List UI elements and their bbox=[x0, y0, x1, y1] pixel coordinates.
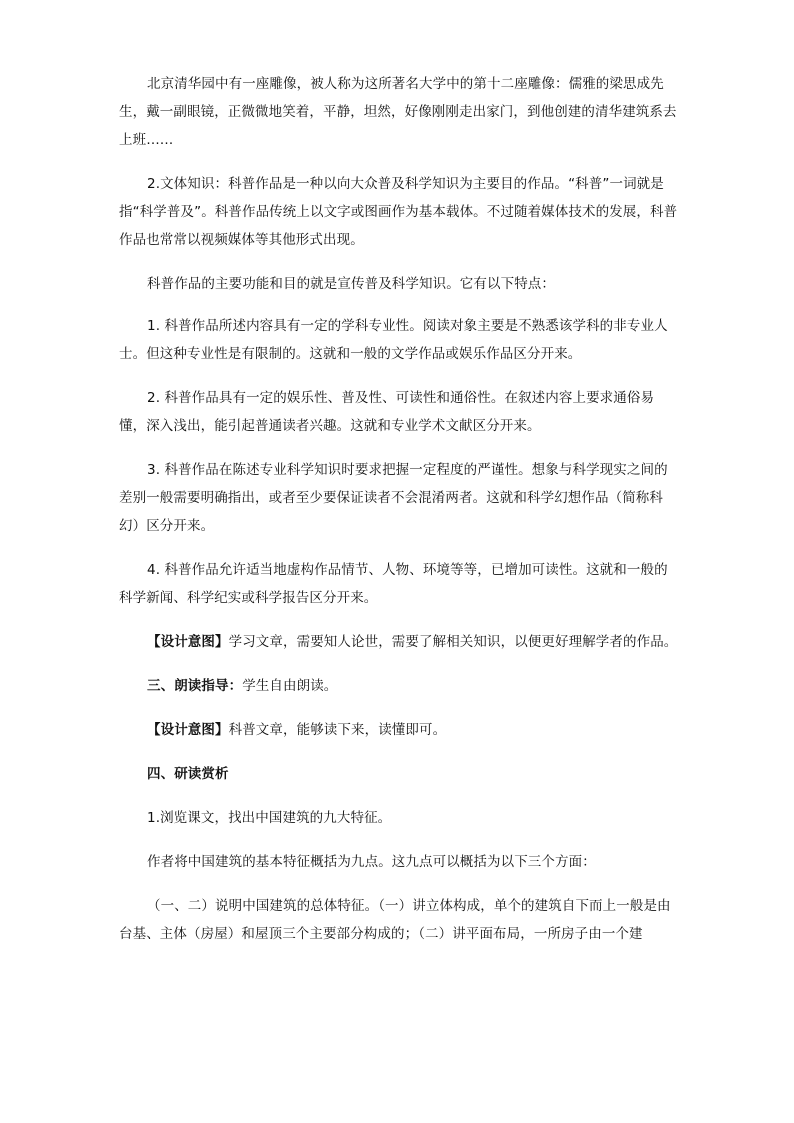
study-task-paragraph: 1.浏览课文，找出中国建筑的九大特征。 bbox=[147, 810, 392, 826]
overall-features-paragraph: （一、二）说明中国建筑的总体特征。（一）讲立体构成，单个的建筑自下而上一般是由台基、主体（房屋）和屋顶三个主要部分构成的；（二）讲平面布局，一所房子由一个建 bbox=[119, 898, 671, 942]
reading-guide-label: 三、朗读指导： bbox=[147, 678, 243, 694]
feature-2-paragraph: 2. 科普作品具有一定的娱乐性、普及性、可读性和通俗性。在叙述内容上要求通俗易懂，深入浅出，能引起普通读者兴趣。这就和专业学术文献区分开来。 bbox=[119, 390, 655, 434]
design-intent-label-2: 【设计意图】 bbox=[147, 722, 229, 738]
design-intent-paragraph-2 bbox=[119, 716, 679, 744]
reading-guide-paragraph bbox=[119, 672, 679, 700]
design-intent-text-1: 学习文章，需要知人论世，需要了解相关知识，以便更好理解学者的作品。 bbox=[228, 634, 678, 650]
feature-4-paragraph: 4. 科普作品允许适当地虚构作品情节、人物、环境等等，已增加可读性。这就和一般的科学新闻、科学纪实或科学报告区分开来。 bbox=[119, 562, 668, 606]
feature-1-paragraph: 1. 科普作品所述内容具有一定的学科专业性。阅读对象主要是不熟悉该学科的非专业人士。但这种专业性是有限制的。这就和一般的文学作品或娱乐作品区分开来。 bbox=[119, 318, 668, 362]
section-four-title: 四、研读赏析 bbox=[147, 766, 229, 782]
features-intro-paragraph: 科普作品的主要功能和目的就是宣传普及科学知识。它有以下特点： bbox=[147, 276, 555, 292]
summary-paragraph: 作者将中国建筑的基本特征概括为九点。这九点可以概括为以下三个方面： bbox=[147, 854, 596, 870]
reading-guide-text: 学生自由朗读。 bbox=[242, 678, 338, 694]
feature-3-paragraph: 3. 科普作品在陈述专业科学知识时要求把握一定程度的严谨性。想象与科学现实之间的差别一般需要明确指出，或者至少要保证读者不会混淆两者。这就和科学幻想作品（简称科幻）区分开来。 bbox=[119, 462, 668, 534]
genre-knowledge-paragraph: 2.文体知识：科普作品是一种以向大众普及科学知识为主要目的作品。“科普”一词就是指“科学普及”。科普作品传统上以文字或图画作为基本载体。不过随着媒体技术的发展，科普作品也常常以视频媒体等其他形式出现。 bbox=[119, 176, 678, 248]
design-intent-label-1: 【设计意图】 bbox=[147, 634, 229, 650]
design-intent-paragraph-1 bbox=[119, 628, 679, 656]
design-intent-text-2: 科普文章，能够读下来，读懂即可。 bbox=[228, 722, 447, 738]
document-content bbox=[119, 70, 679, 964]
intro-paragraph: 北京清华园中有一座雕像，被人称为这所著名大学中的第十二座雕像：儒雅的梁思成先生，戴一副眼镜，正微微地笑着，平静，坦然，好像刚刚走出家门，到他创建的清华建筑系去上班…… bbox=[119, 76, 677, 148]
